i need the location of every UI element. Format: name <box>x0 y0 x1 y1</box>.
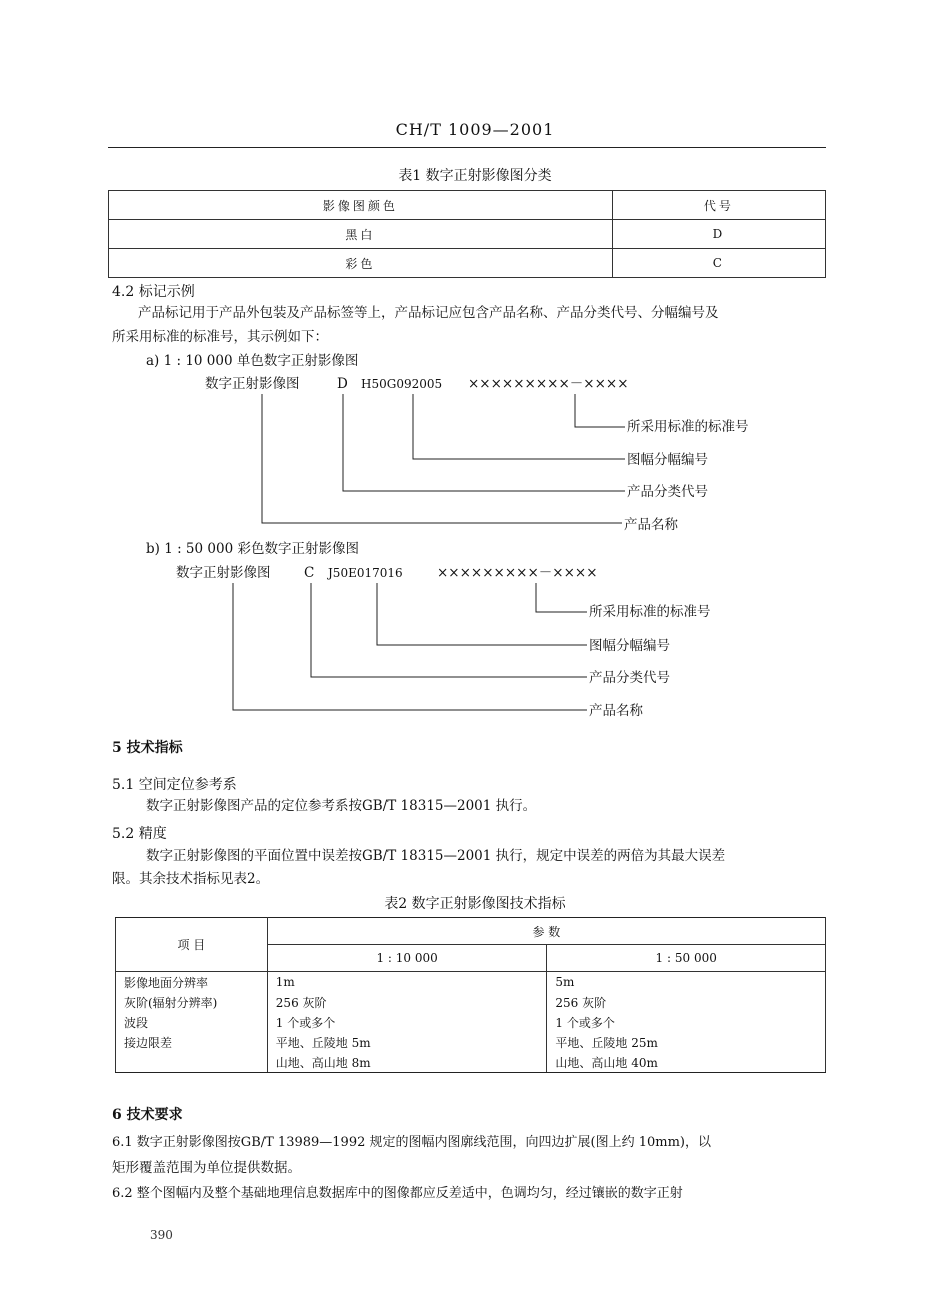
leader-b-sheet <box>377 583 587 645</box>
example-a-label-standard: 所采用标准的标准号 <box>627 419 749 435</box>
table-row <box>116 992 826 1012</box>
section-5-2-title: 5.2 精度 <box>112 826 167 842</box>
table2-header-row <box>116 918 826 945</box>
table2-cell <box>116 1052 268 1073</box>
table1-cell: C <box>612 249 825 278</box>
table2-cell: 1 个或多个 <box>267 1012 547 1032</box>
table-row <box>116 972 826 993</box>
table2-cell: 256 灰阶 <box>267 992 547 1012</box>
section-6-2-line1: 6.2 整个图幅内及整个基础地理信息数据库中的图像都应反差适中，色调均匀，经过镶嵌的数字正射 <box>112 1186 683 1201</box>
example-a-class-code: D <box>337 376 348 392</box>
table2-head-scale1: 1 : 10 000 <box>267 945 547 972</box>
leader-b-class <box>311 583 587 677</box>
table-row <box>116 1052 826 1073</box>
section-4-2-title: 4.2 标记示例 <box>112 284 195 300</box>
table2 <box>115 917 826 1073</box>
example-a-label-sheet: 图幅分幅编号 <box>627 452 708 468</box>
leader-b-standard <box>536 583 587 612</box>
example-b-sheet-number: J50E017016 <box>328 566 403 580</box>
table2-head-scale2: 1 : 50 000 <box>547 945 826 972</box>
table2-cell: 1 个或多个 <box>547 1012 826 1032</box>
section-5-2-line2: 限。其余技术指标见表2。 <box>112 871 270 887</box>
section-6-1-line2: 矩形覆盖范围为单位提供数据。 <box>112 1160 301 1176</box>
standard-header: CH/T 1009—2001 <box>395 120 555 139</box>
example-b-label-standard: 所采用标准的标准号 <box>589 604 711 620</box>
table2-cell: 平地、丘陵地 5m <box>267 1032 547 1052</box>
example-a-standard-number: ×××××××××－×××× <box>468 376 629 392</box>
table1-caption: 表1 数字正射影像图分类 <box>398 168 552 184</box>
section-5-1-text: 数字正射影像图产品的定位参考系按GB/T 18315—2001 执行。 <box>146 798 537 814</box>
section-4-2-para-line1: 产品标记用于产品外包装及产品标签等上，产品标记应包含产品名称、产品分类代号、分幅编号及 <box>138 305 719 321</box>
example-b-class-code: C <box>304 565 315 581</box>
example-b-standard-number: ×××××××××－×××× <box>437 565 598 581</box>
example-a-sheet-number: H50G092005 <box>361 377 443 391</box>
table2-head-item: 项 目 <box>116 918 268 972</box>
section-5-title: 5 技术指标 <box>112 740 183 756</box>
example-a-label-name: 产品名称 <box>624 517 678 533</box>
example-b-label-sheet: 图幅分幅编号 <box>589 638 670 654</box>
table1-head-color: 影像图颜色 <box>109 191 613 220</box>
table2-cell: 256 灰阶 <box>547 992 826 1012</box>
section-5-2-line1: 数字正射影像图的平面位置中误差按GB/T 18315—2001 执行，规定中误差的两倍为其最大误差 <box>146 848 726 864</box>
example-a-title: a) 1 : 10 000 单色数字正射影像图 <box>146 353 359 369</box>
example-b-product-name: 数字正射影像图 <box>176 565 271 581</box>
table2-head-param: 参 数 <box>267 918 825 945</box>
section-5-1-title: 5.1 空间定位参考系 <box>112 777 237 793</box>
leader-a-standard <box>575 394 625 427</box>
table1-cell: D <box>612 220 825 249</box>
example-a-label-class: 产品分类代号 <box>627 484 708 500</box>
table2-cell: 山地、高山地 40m <box>547 1052 826 1073</box>
section-4-2-para-line2: 所采用标准的标准号，其示例如下： <box>112 329 328 345</box>
example-b-label-name: 产品名称 <box>589 703 643 719</box>
example-a-product-name: 数字正射影像图 <box>205 376 300 392</box>
table2-cell: 接边限差 <box>116 1032 268 1052</box>
leader-b-name <box>233 583 587 710</box>
section-6-1-line1: 6.1 数字正射影像图按GB/T 13989—1992 规定的图幅内图廓线范围，向四边扩展(图上约 10mm)，以 <box>112 1135 711 1150</box>
table-row <box>116 1012 826 1032</box>
table2-cell: 山地、高山地 8m <box>267 1052 547 1073</box>
table-row <box>116 1032 826 1052</box>
section-6-title: 6 技术要求 <box>112 1107 183 1123</box>
table2-cell: 5m <box>547 972 826 993</box>
table2-cell: 1m <box>267 972 547 993</box>
table1-cell: 黑白 <box>109 220 613 249</box>
example-b-label-class: 产品分类代号 <box>589 670 670 686</box>
table2-cell: 波段 <box>116 1012 268 1032</box>
table1-head-code: 代号 <box>612 191 825 220</box>
table2-cell: 影像地面分辨率 <box>116 972 268 993</box>
table2-cell: 平地、丘陵地 25m <box>547 1032 826 1052</box>
table2-caption: 表2 数字正射影像图技术指标 <box>384 896 566 912</box>
example-b-title: b) 1 : 50 000 彩色数字正射影像图 <box>146 541 359 557</box>
leader-a-class <box>343 394 625 491</box>
table1-cell: 彩色 <box>109 249 613 278</box>
table2-cell: 灰阶(辐射分辨率) <box>116 992 268 1012</box>
page-number: 390 <box>150 1228 173 1242</box>
